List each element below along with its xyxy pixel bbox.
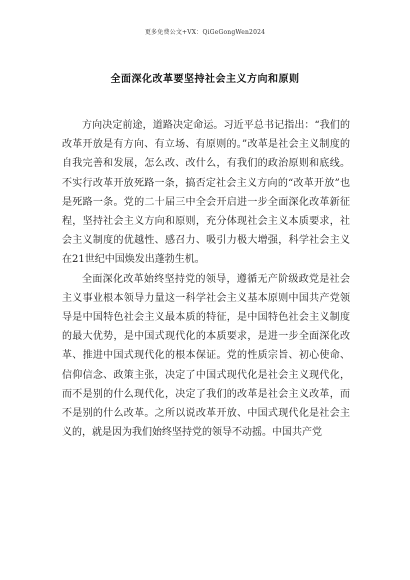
document-body xyxy=(62,116,350,442)
paragraph: 全面深化改革始终坚持党的领导，遵循无产阶级政党是社会主义事业根本领导力量这一科学社会主义基本原则中国共产党领导是中国特色社会主义最本质的特征，是中国特色社会主义制度的最大优势，是中国式现代化的本质要求，是进一步全面深化改革、推进中国式现代化的根本保证。党的性质宗旨、初心使命、信仰信念、政策主张，决定了中国式现代化是社会主义现代化，而不是别的什么现代化，决定了我们的改革是社会主义改革，而不是别的什么改革。之所以说改革开放、中国式现代化是社会主义的，就是因为我们始终坚持党的领导不动摇。中国共产党 xyxy=(62,273,350,439)
paragraph: 方向决定前途，道路决定命运。习近平总书记指出：“我们的改革开放是有方向、有立场、有原则的。”改革是社会主义制度的自我完善和发展，怎么改、改什么，有我们的政治原则和底线。不实行改革开放死路一条，搞否定社会主义方向的“改革开放”也是死路一条。党的二十届三中全会开启进一步全面深化改革新征程，坚持社会主义方向和原则，充分体现社会主义本质要求，社会主义制度的优越性、感召力、吸引力极大增强，科学社会主义在21世纪中国焕发出蓬勃生机。 xyxy=(62,120,350,266)
header-note: 更多免费公文+VX：QiGeGongWen2024 xyxy=(144,29,266,36)
document-title: 全面深化改革要坚持社会主义方向和原则 xyxy=(110,74,300,85)
